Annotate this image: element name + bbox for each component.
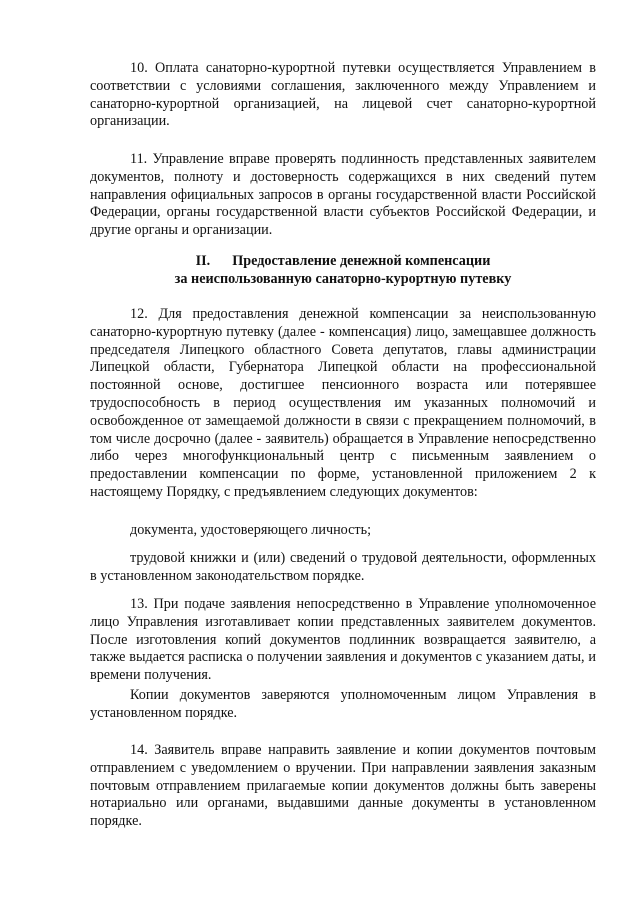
paragraph-12: 12. Для предоставления денежной компенсации за неиспользованную санаторно-курортную путевку (далее - компенсация) лицо, замещавшее должность председателя Липецкого областного Совета депутатов, главы администрации Липецкой области, Губернатора Липецкой области на профессиональной постоянной основе, достигшее пенсионного возраста или потерявшее трудоспособность в период осуществления им указанных полномочий и освобожденное от замещаемой должности в связи с прекращением полномочий, в том числе досрочно (далее - заявитель) обращается в Управление непосредственно либо через многофункциональный центр с письменным заявлением о предоставлении компенсации по форме, установленной приложением 2 к настоящему Порядку, с предъявлением следующих документов: [90, 306, 596, 500]
paragraph-copies-certified: Копии документов заверяются уполномоченным лицом Управления в установленном порядке. [90, 687, 596, 721]
paragraph-13: 13. При подаче заявления непосредственно в Управление уполномоченное лицо Управления изготавливает копии представленных заявителем документов. После изготовления копий документов подлинник возвращается заявителю, а также выдается расписка о получении заявления и документов с указанием даты, и времени получения. [90, 596, 596, 684]
section-heading-line1 [90, 253, 596, 271]
paragraph-labor-book: трудовой книжки и (или) сведений о трудовой деятельности, оформленных в установленном законодательством порядке. [90, 550, 596, 584]
section-title-line2: за неиспользованную санаторно-курортную путевку [174, 270, 512, 287]
section-title-line1: Предоставление денежной компенсации [232, 253, 491, 269]
section-heading [90, 253, 596, 289]
paragraph-document-id: документа, удостоверяющего личность; [130, 522, 372, 538]
paragraph-14: 14. Заявитель вправе направить заявление и копии документов почтовым отправлением с уведомлением о вручении. При направлении заявления заказным почтовым отправлением прилагаемые копии документов должны быть заверены нотариально или органами, выдавшими данные документы в установленном порядке. [90, 742, 596, 830]
section-number: II. [195, 253, 211, 269]
paragraph-10: 10. Оплата санаторно-курортной путевки осуществляется Управлением в соответствии с условиями соглашения, заключенного между Управлением и санаторно-курортной организацией, на лицевой счет санаторно-курортной организации. [90, 60, 596, 130]
paragraph-11: 11. Управление вправе проверять подлинность представленных заявителем документов, полноту и достоверность содержащихся в них сведений путем направления официальных запросов в органы государственной власти Российской Федерации, органы государственной власти субъектов Российской Федерации, и другие органы и организации. [90, 151, 596, 239]
